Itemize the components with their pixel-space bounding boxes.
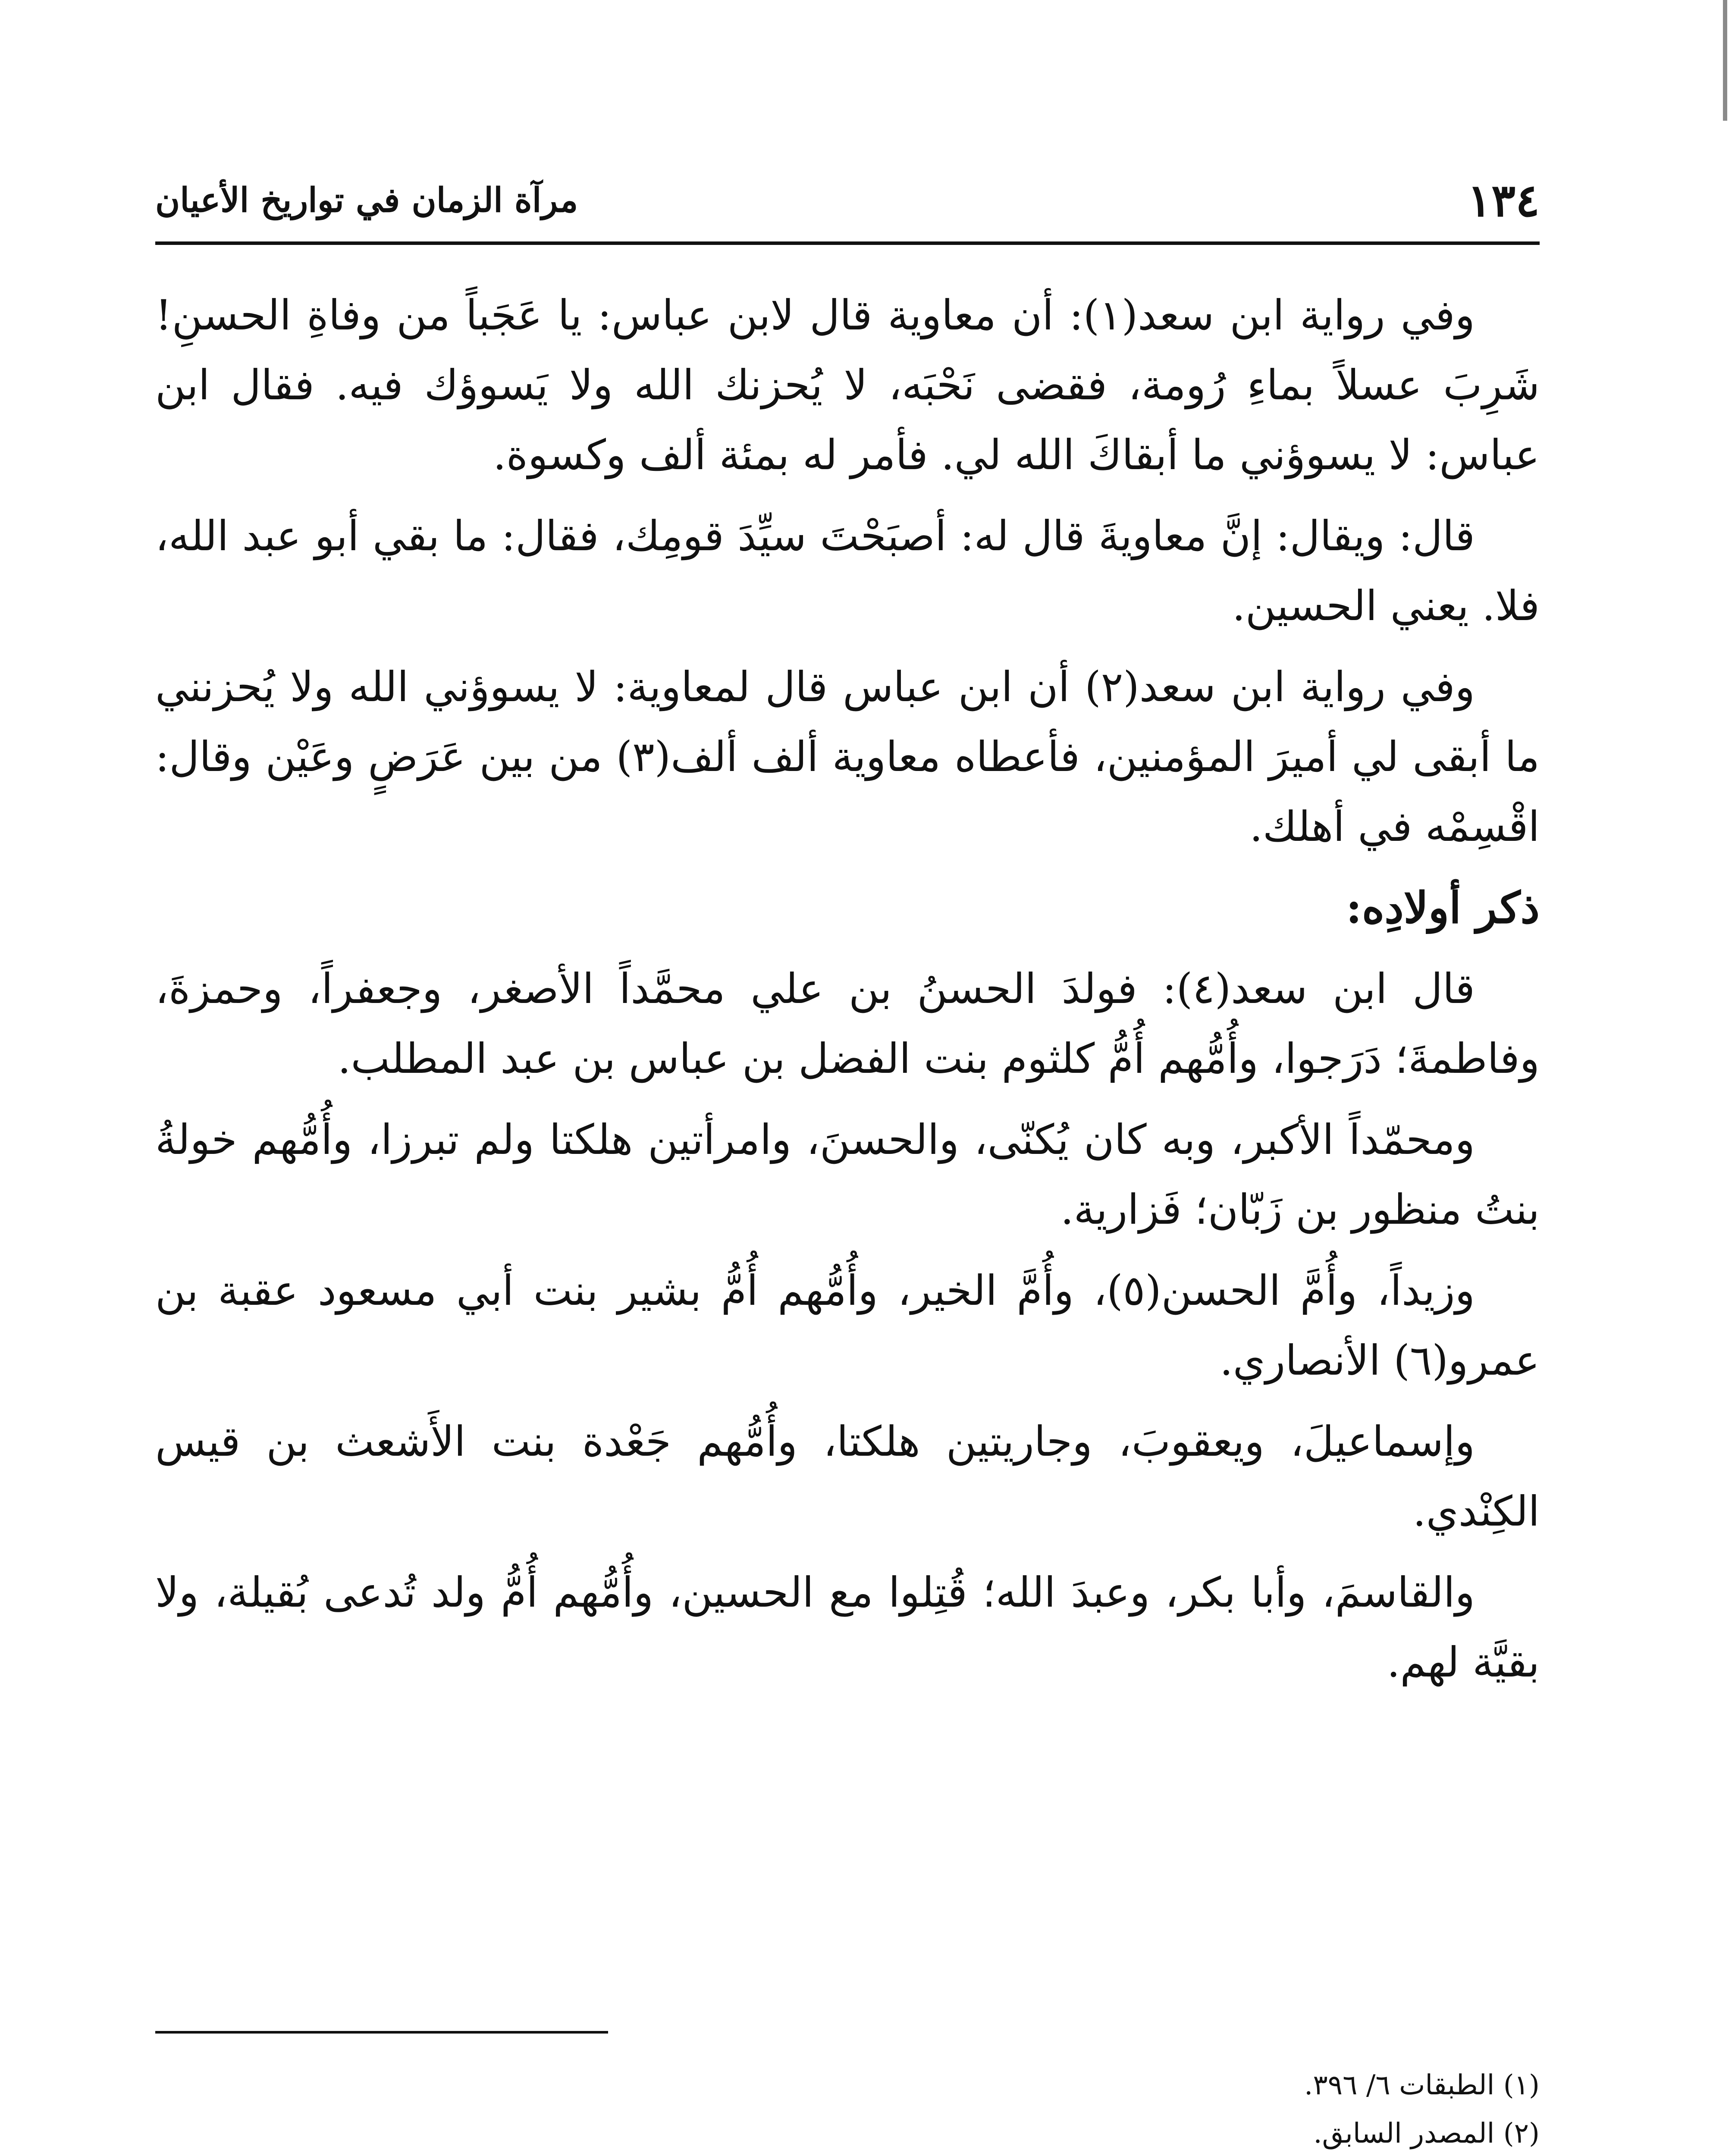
footnotes [155,2061,1540,2156]
page-body [155,280,1540,1708]
paragraph: وإسماعيلَ، ويعقوبَ، وجاريتين هلكتا، وأُمُّهم جَعْدة بنت الأَشعث بن قيس الكِنْدي. [155,1417,1540,1536]
paragraph: وفي رواية ابن سعد(٢) أن ابن عباس قال لمعاوية: لا يسوؤني الله ولا يُحزنني ما أبقى لي أميرَ المؤمنين، فأعطاه معاوية ألف ألف(٣) من بين عَرَضٍ وعَيْن وقال: اقْسِمْه في أهلك. [155,663,1540,851]
paragraph: قال: ويقال: إنَّ معاويةَ قال له: أصبَحْتَ سيِّدَ قومِك، فقال: ما بقي أبو عبد الله، فلا. يعني الحسين. [155,512,1540,630]
footnote-rule [155,2031,608,2034]
paragraph: ومحمّداً الأكبر، وبه كان يُكنّى، والحسنَ، وامرأتين هلكتا ولم تبرزا، وأُمُّهم خولةُ بنتُ منظور بن زَبّان؛ فَزارية. [155,1116,1540,1234]
book-page [155,0,1540,2156]
section-heading: ذكر أولادِه: [1346,882,1540,933]
page-edge-mark [1723,0,1727,121]
paragraph: وفي رواية ابن سعد(١): أن معاوية قال لابن عباس: يا عَجَباً من وفاةِ الحسنِ! شَرِبَ عسلاً بماءِ رُومة، فقضى نَحْبَه، لا يُحزنك الله ولا يَسوؤك فيه. فقال ابن عباس: لا يسوؤني ما أبقاكَ الله لي. فأمر له بمئة ألف وكسوة. [155,291,1540,479]
footnote: (١) الطبقات ٦/ ٣٩٦. [1304,2069,1540,2101]
paragraph: وزيداً، وأُمَّ الحسن(٥)، وأُمَّ الخير، وأُمُّهم أُمُّ بشير بنت أبي مسعود عقبة بن عمرو(٦) الأنصاري. [155,1266,1540,1385]
footnote: (٢) المصدر السابق. [1313,2118,1540,2150]
page-number: ١٣٤ [1467,174,1540,227]
paragraph: والقاسمَ، وأبا بكر، وعبدَ الله؛ قُتِلوا مع الحسين، وأُمُّهم أُمُّ ولد تُدعى بُقيلة، ولا بقيَّة لهم. [155,1568,1540,1686]
header-rule [155,241,1540,245]
page-header [155,168,1540,233]
running-title: مرآة الزمان في تواريخ الأعيان [155,181,578,220]
paragraph: قال ابن سعد(٤): فولدَ الحسنُ بن علي محمَّداً الأصغر، وجعفراً، وحمزةَ، وفاطمةَ؛ دَرَجوا، وأُمُّهم أُمُّ كلثوم بنت الفضل بن عباس بن عبد المطلب. [155,965,1540,1083]
